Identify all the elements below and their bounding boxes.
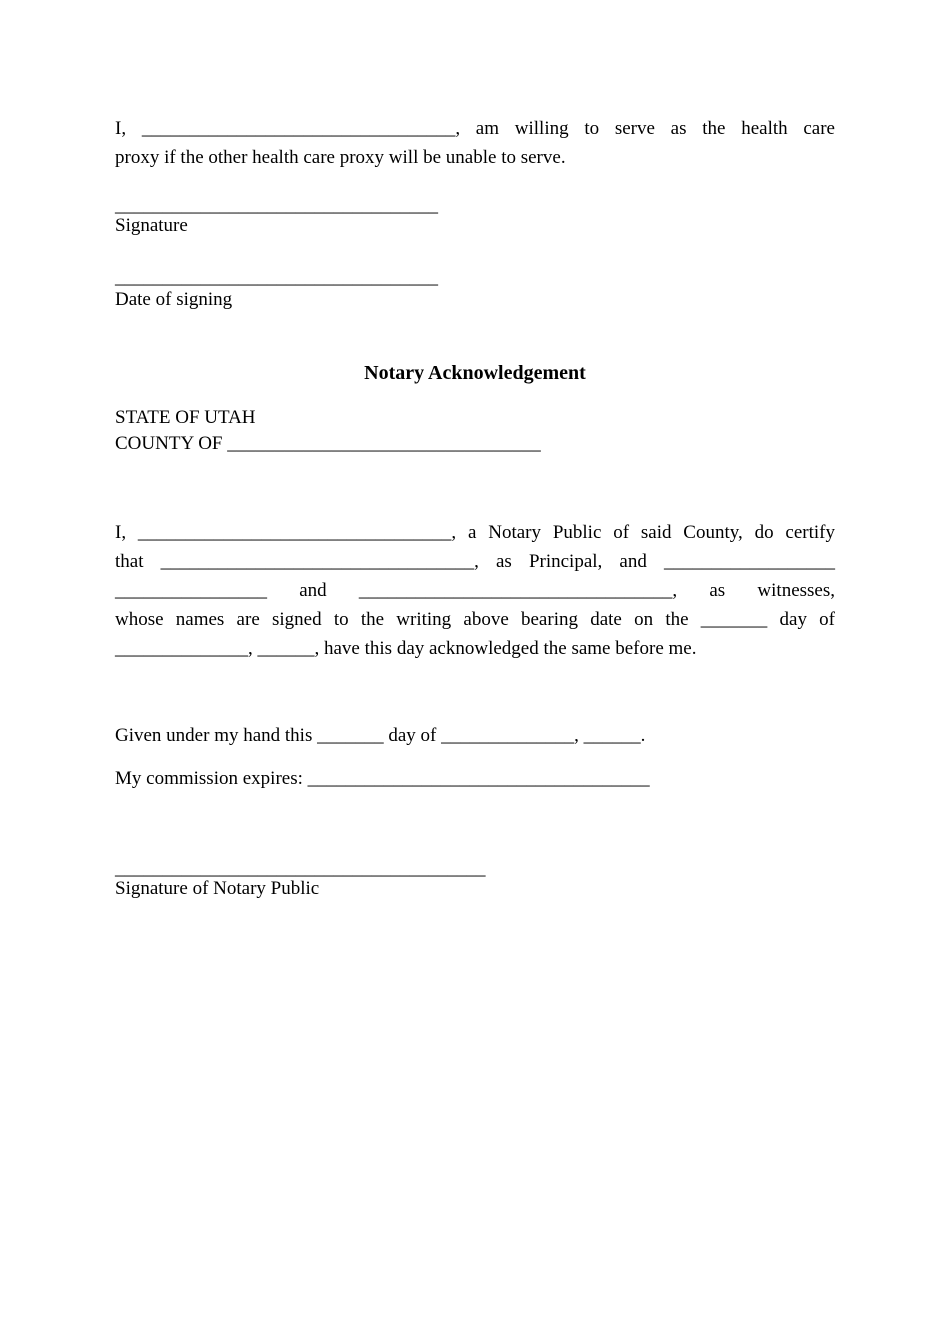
notary-title: Notary Acknowledgement bbox=[364, 362, 586, 384]
certify-line-3: ________________ and _________________________________, as witnesses, bbox=[115, 580, 835, 601]
notary-signature-line[interactable]: _______________________________________ bbox=[115, 858, 486, 879]
proxy-date-line[interactable]: __________________________________ bbox=[115, 267, 438, 288]
county-line[interactable]: COUNTY OF _________________________________ bbox=[115, 433, 541, 454]
state-line: STATE OF UTAH bbox=[115, 407, 256, 428]
proxy-statement bbox=[115, 114, 835, 172]
commission-expires: My commission expires: ____________________________________ bbox=[115, 768, 650, 789]
proxy-signature-label: Signature bbox=[115, 215, 188, 236]
given-under-hand: Given under my hand this _______ day of ______________, ______. bbox=[115, 725, 646, 746]
certify-line-4: whose names are signed to the writing above bearing date on the _______ day of bbox=[115, 609, 835, 630]
proxy-statement-line-1: I, _________________________________, am willing to serve as the health care bbox=[115, 118, 835, 139]
notary-certification bbox=[115, 518, 835, 663]
proxy-statement-line-2: proxy if the other health care proxy will be unable to serve. bbox=[115, 147, 566, 168]
proxy-signature-line[interactable]: __________________________________ bbox=[115, 195, 438, 216]
proxy-date-label: Date of signing bbox=[115, 289, 233, 310]
certify-line-5: ______________, ______, have this day acknowledged the same before me. bbox=[115, 638, 697, 659]
notary-signature-label: Signature of Notary Public bbox=[115, 878, 320, 899]
certify-line-1: I, _________________________________, a Notary Public of said County, do certify bbox=[115, 522, 835, 543]
certify-line-2: that _________________________________, as Principal, and __________________ bbox=[115, 551, 835, 572]
